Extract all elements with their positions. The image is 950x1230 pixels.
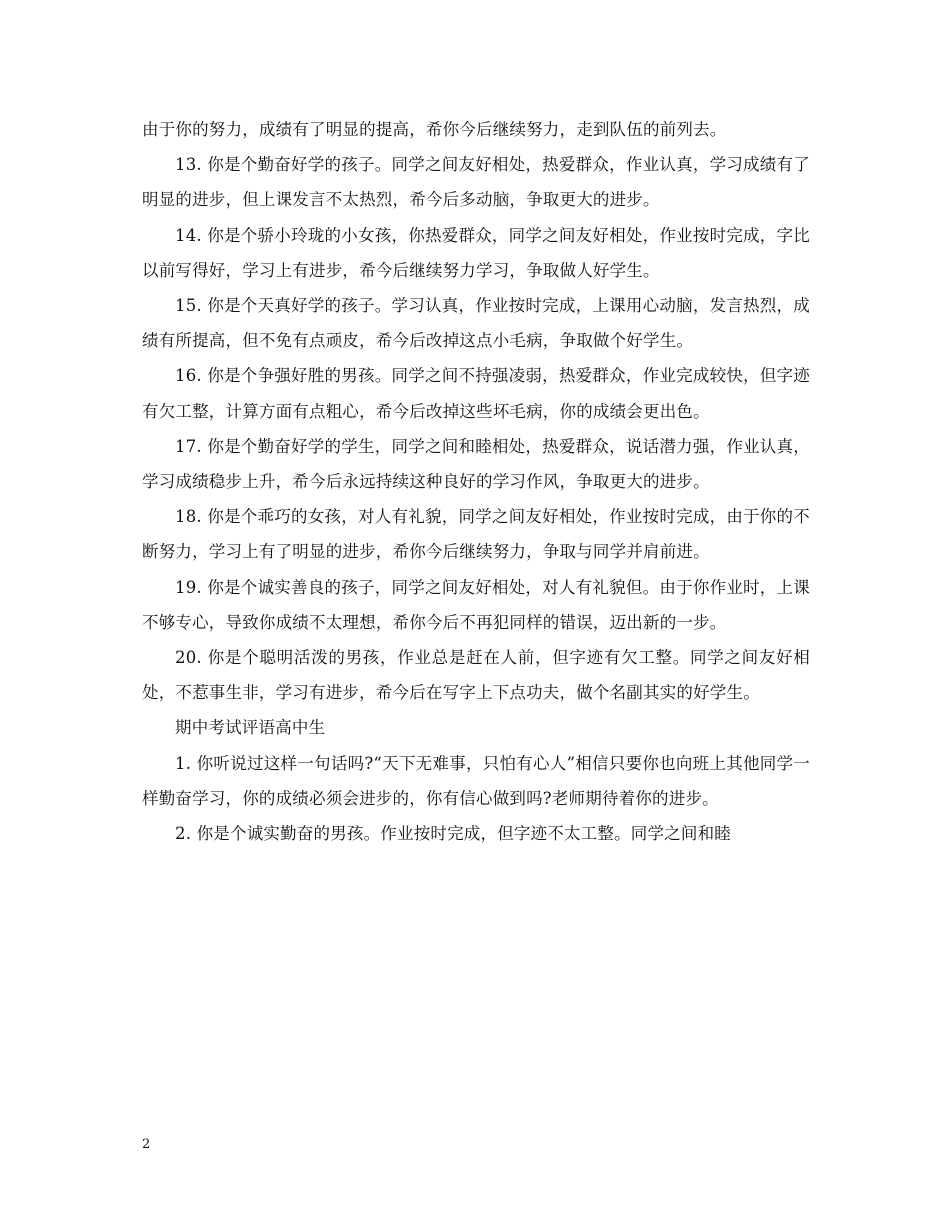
paragraph-comment-19: 19. 你是个诚实善良的孩子，同学之间友好相处，对人有礼貌但。由于你作业时，上课不够专心，导致你成绩不太理想，希你今后不再犯同样的错误，迈出新的一步。 [142, 577, 810, 632]
paragraph-comment-20: 20. 你是个聪明活泼的男孩，作业总是赶在人前，但字迹有欠工整。同学之间友好相处，不惹事生非，学习有进步，希今后在写字上下点功夫，做个名副其实的好学生。 [142, 648, 810, 703]
paragraph-comment-18: 18. 你是个乖巧的女孩，对人有礼貌，同学之间友好相处，作业按时完成，由于你的不断努力，学习上有了明显的进步，希你今后继续努力，争取与同学并肩前进。 [142, 507, 810, 562]
body-text [142, 112, 810, 851]
paragraph-senior-comment-2: 2. 你是个诚实勤奋的男孩。作业按时完成，但字迹不太工整。同学之间和睦 [175, 824, 731, 844]
paragraph-comment-13: 13. 你是个勤奋好学的孩子。同学之间友好相处，热爱群众，作业认真，学习成绩有了明显的进步，但上课发言不太热烈，希今后多动脑，争取更大的进步。 [142, 155, 810, 210]
paragraph-senior-comment-1: 1. 你听说过这样一句话吗?“天下无难事，只怕有心人”相信只要你也向班上其他同学一样勤奋学习，你的成绩必须会进步的，你有信心做到吗?老师期待着你的进步。 [142, 753, 810, 808]
paragraph-comment-15: 15. 你是个天真好学的孩子。学习认真，作业按时完成，上课用心动脑，发言热烈，成绩有所提高，但不免有点顽皮，希今后改掉这点小毛病，争取做个好学生。 [142, 296, 810, 351]
page-number: 2 [142, 1137, 151, 1152]
paragraph-continuation: 由于你的努力，成绩有了明显的提高，希你今后继续努力，走到队伍的前列去。 [142, 120, 727, 139]
paragraph-comment-16: 16. 你是个争强好胜的男孩。同学之间不持强凌弱，热爱群众，作业完成较快，但字迹有欠工整，计算方面有点粗心，希今后改掉这些坏毛病，你的成绩会更出色。 [142, 366, 810, 421]
paragraph-comment-14: 14. 你是个骄小玲珑的小女孩，你热爱群众，同学之间友好相处，作业按时完成，字比以前写得好，学习上有进步，希今后继续努力学习，争取做人好学生。 [142, 225, 810, 280]
paragraph-comment-17: 17. 你是个勤奋好学的学生，同学之间和睦相处，热爱群众，说话潜力强，作业认真，学习成绩稳步上升，希今后永远持续这种良好的学习作风，争取更大的进步。 [142, 436, 810, 492]
section-heading: 期中考试评语高中生 [175, 718, 326, 738]
